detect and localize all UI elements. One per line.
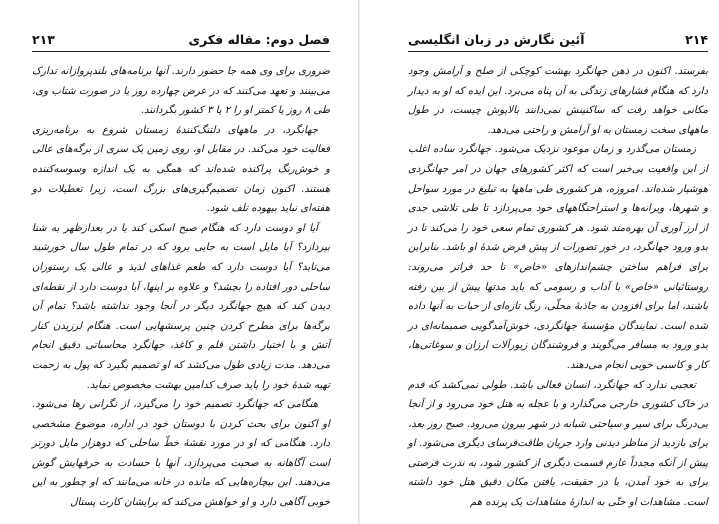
right-body-text: [408, 62, 708, 513]
right-paragraph: زمستان می‌گذرد و زمان موعود نزدیک می‌شود. جهانگرد ساده اغلب از این واقعیت بی‌خبر است که اکثر کشورهای جهان در امر جهانگردی هوشیار شده‌اند. امروزه، هر کشوری طی ماهها به تبلیغ در مورد سواحل و شهرها، ویرانه‌ها و استراحتگاههای خود می‌پردازد تا طی تلاشی جدی از ارز آوری آن بهره‌مند شود. هر کشوری تمام سعی خود را می‌کند تا در بدو ورود جهانگرد، در خور تصورات از پیش فرض شدهٔ او باشد. بنابراین برای فراهم ساختن چشم‌اندازهای «خاص» تا حد فراتر می‌روند: روستائیانی «خاص» با آداب و رسومی که باید مدتها پیش از بین رفته باشند، اما برای افزودن به جاذبهٔ محلّی، رنگ تازه‌ای از حیات به آنها داده شده است. نمایندگان مؤسسهٔ جهانگردی، خوش‌آمدگویی صمیمانه‌ای در بدو ورود به مسافر می‌گویند و فروشندگان زیورآلات ارزان و سوغاتی‌ها، کار و کاسبی خوبی انجام می‌دهند.: [408, 144, 708, 371]
right-page-number: ۲۱۴: [685, 31, 708, 47]
left-paragraph: آیا او دوست دارد که هنگام صبح اسکی کند یا در بعدازظهر به شنا بپردازد؟ آیا مایل است به جایی برود که در تمام طول سال خورشید می‌تابد؟ آیا دوست دارد که طعم غذاهای لذیذ و عالی یک رستوران ساحلی دور افتاده را بچشد؟ و علاوه بر اینها، آیا دوست دارد از نقطه‌ای دیدن کند که هیچ جهانگرد دیگر در آنجا وجود نداشته باشد؟ تمام آن برگه‌ها برای مطرح کردن چنین پرسشهایی است. هنگام لرزیدن کنار آتش و با اختیار داشتن قلم و کاغذ، جهانگرد محاسباتی دقیق انجام می‌دهد. مدت زیادی طول می‌کشد که او تصمیم بگیرد که پول به زحمت تهیه شدهٔ خود را باید صرف کدامین بهشت مخصوص نماید.: [32, 222, 330, 391]
left-paragraph: جهانگرد، در ماههای دلتنگ‌کنندهٔ زمستان شروع به برنامه‌ریزی فعالیت خود می‌کند. در مقابل او، روی زمین یک سری از برگه‌های عالی و خوش‌رنگ پراکنده شده‌اند که همگی به یک اندازه وسوسه‌کننده هستند. اکنون زمان تصمیم‌گیری‌های بزرگ است، زیرا تعطیلات دو هفته‌ای نباید بیهوده تلف شود.: [32, 124, 330, 215]
left-header-title: فصل دوم: مقاله فکری: [188, 31, 330, 47]
left-page: [0, 0, 358, 524]
left-header-rule: [32, 51, 330, 52]
right-page-header: [408, 28, 708, 50]
left-page-number: ۲۱۳: [32, 31, 55, 47]
right-header-rule: [408, 51, 708, 52]
right-header-title: آئین نگارش در زبان انگلیسی: [408, 31, 585, 47]
right-paragraph: تعجبی ندارد که جهانگرد، انسان فعالی باشد. طولی نمی‌کشد که قدم در خاک کشوری خارجی می‌گذارد و با عجله به هتل خود می‌رود و از آنجا بی‌درنگ برای سیر و سیاحتی شبانه در شهر بیرون می‌رود. صبح روز بعد، برای بازدید از مناظر دیدنی وارد جریان طاقت‌فرسای دیگری می‌شود. او پیش از آنکه مجدداً عازم قسمت دیگری از کشور شود، به ندرت فرصتی برای به خود آمدن، با در حقیقت، یافتن مکان دقیق هتل خود داشته است. مشاهدات او حتّی به اندازهٔ مشاهدات یک پرنده هم: [408, 379, 708, 509]
left-paragraph: ضروری برای وی همه جا حضور دارند. آنها برنامه‌های بلندپروازانه تدارک می‌بینند و تعهد می‌کنند که در عرض چهارده روز یا در صورت شتاب وی، طی ۸ روز یا کمتر او را ۲ یا ۳ کشور بگردانند.: [32, 66, 330, 117]
right-paragraph: بفرستد. اکنون در ذهن جهانگرد بهشت کوچکی از صلح و آرامش وجود دارد که هنگام فشارهای زندگی به آن پناه می‌برد. این ایده که او به دیدار مکانی خواهد رفت که ساکنینش نمی‌دانند بالاپوش چیست، در طول ماههای سخت زمستان به او آرامش و راحتی می‌دهد.: [408, 66, 708, 136]
right-page: [360, 0, 719, 524]
left-page-header: [32, 28, 330, 50]
left-paragraph: هنگامی که جهانگرد تصمیم خود را می‌گیرد، از نگرانی رها می‌شود. او اکنون برای بحث کردن با دوستان خود در اداره، موضوع مشخصی دارد. هنگامی که او در مورد نقشهٔ خطّ ساحلی که دوهزار مایل دورتر است آگاهانه به صحبت می‌پردازد، آنها با حسادت به حرفهایش گوش می‌دهند. این بیچاره‌هایی که مانده در خانه می‌مانند که او چطور به این خوبی آگاهی دارد و او خواهش می‌کند که برایشان کارت پستال: [32, 399, 330, 509]
left-body-text: [32, 62, 330, 513]
